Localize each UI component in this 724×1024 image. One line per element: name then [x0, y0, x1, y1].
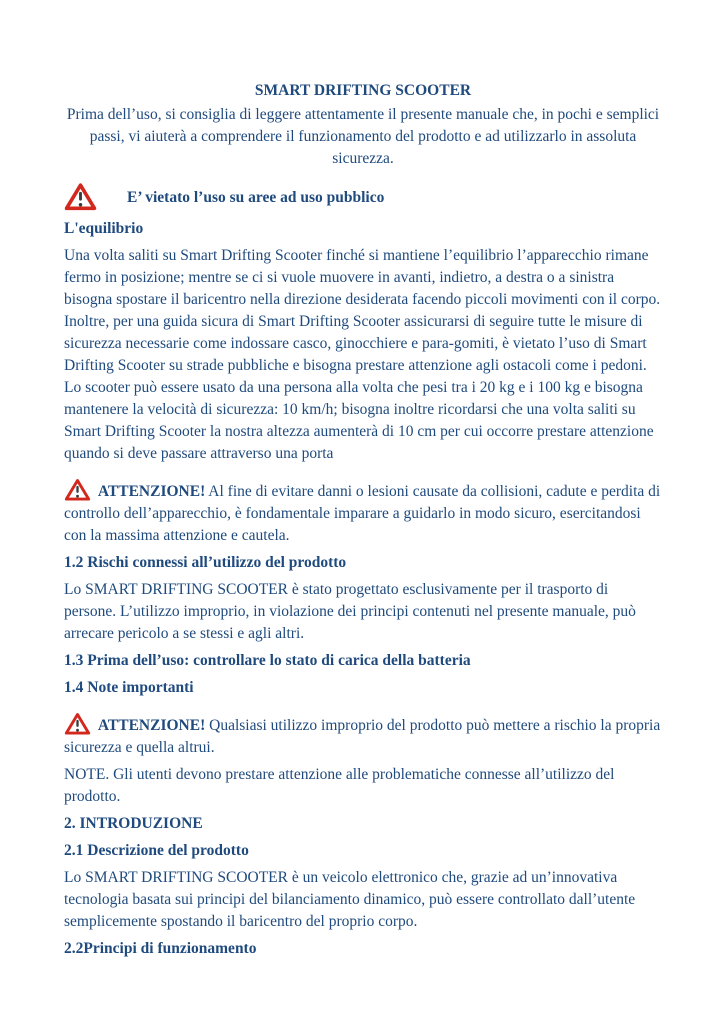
attention-1-text: Al fine di evitare danni o lesioni causate da collisioni, cadute e perdita di controllo dell’apparecchio, è fondamentale imparare a guidarlo in modo sicuro, esercitandosi con la massima attenzione e cautela. — [64, 483, 661, 544]
heading-1-4: 1.4 Note importanti — [64, 679, 194, 696]
note-paragraph: NOTE. Gli utenti devono prestare attenzione alle problematiche connesse all’utilizzo del prodotto. — [64, 766, 615, 805]
attention-block-1 — [64, 478, 662, 547]
heading-1-3: 1.3 Prima dell’uso: controllare lo stato di carica della batteria — [64, 652, 471, 669]
intro-paragraph: Prima dell’uso, si consiglia di leggere attentamente il presente manuale che, in pochi e semplici passi, vi aiuterà a comprendere il funzionamento del prodotto e ad utilizzarlo in assoluta sicurezza. — [66, 106, 660, 167]
heading-2-1: 2.1 Descrizione del prodotto — [64, 842, 249, 859]
paragraph-2-1: Lo SMART DRIFTING SCOOTER è un veicolo elettronico che, grazie ad un’innovativa tecnologia basata sui principi del bilanciamento dinamico, può essere controllato dall’utente semplicemente spostando il baricentro del proprio corpo. — [64, 869, 636, 930]
document-title: SMART DRIFTING SCOOTER — [254, 82, 472, 99]
attention-2-text: Qualsiasi utilizzo improprio del prodotto può mettere a rischio la propria sicurezza e quella altrui. — [64, 717, 661, 756]
warning-triangle-icon — [64, 478, 91, 502]
heading-1-2: 1.2 Rischi connessi all’utilizzo del prodotto — [64, 554, 347, 571]
warning-triangle-icon — [64, 712, 91, 736]
warning-triangle-icon — [64, 182, 97, 212]
attention-1-label: ATTENZIONE! — [97, 483, 206, 500]
attention-2-label: ATTENZIONE! — [97, 717, 206, 734]
heading-2: 2. INTRODUZIONE — [64, 815, 203, 832]
attention-block-2 — [64, 712, 662, 759]
public-area-warning — [64, 182, 662, 212]
heading-equilibrio: L'equilibrio — [64, 220, 144, 237]
equilibrio-paragraph: Una volta saliti su Smart Drifting Scooter finché si mantiene l’equilibrio l’apparecchio rimane fermo in posizione; mentre se ci si vuole muovere in avanti, indietro, a destra o a sinistra bisogna spostare il baricentro nella direzione desiderata facendo piccoli movimenti con il corpo. Inoltre, per una guida sicura di Smart Drifting Scooter assicurarsi di seguire tutte le misure di sicurezza necessarie come indossare casco, ginocchiere e para-gomiti, è vietato l’uso di Smart Drifting Scooter su strade pubbliche e bisogna prestare attenzione agli ostacoli come i pedoni. Lo scooter può essere usato da una persona alla volta che pesi tra i 20 kg e i 100 kg e bisogna mantenere la velocità di sicurezza: 10 km/h; bisogna inoltre ricordarsi che una volta saliti su Smart Drifting Scooter la nostra altezza aumenterà di 10 cm per cui occorre prestare attenzione quando si deve passare attraverso una porta — [64, 247, 661, 462]
heading-2-2: 2.2Principi di funzionamento — [64, 940, 257, 957]
public-area-warning-text: E’ vietato l’uso su aree ad uso pubblico — [127, 189, 385, 206]
paragraph-1-2: Lo SMART DRIFTING SCOOTER è stato progettato esclusivamente per il trasporto di persone. L’utilizzo improprio, in violazione dei principi contenuti nel presente manuale, può arrecare pericolo a se stessi e agli altri. — [64, 581, 636, 642]
